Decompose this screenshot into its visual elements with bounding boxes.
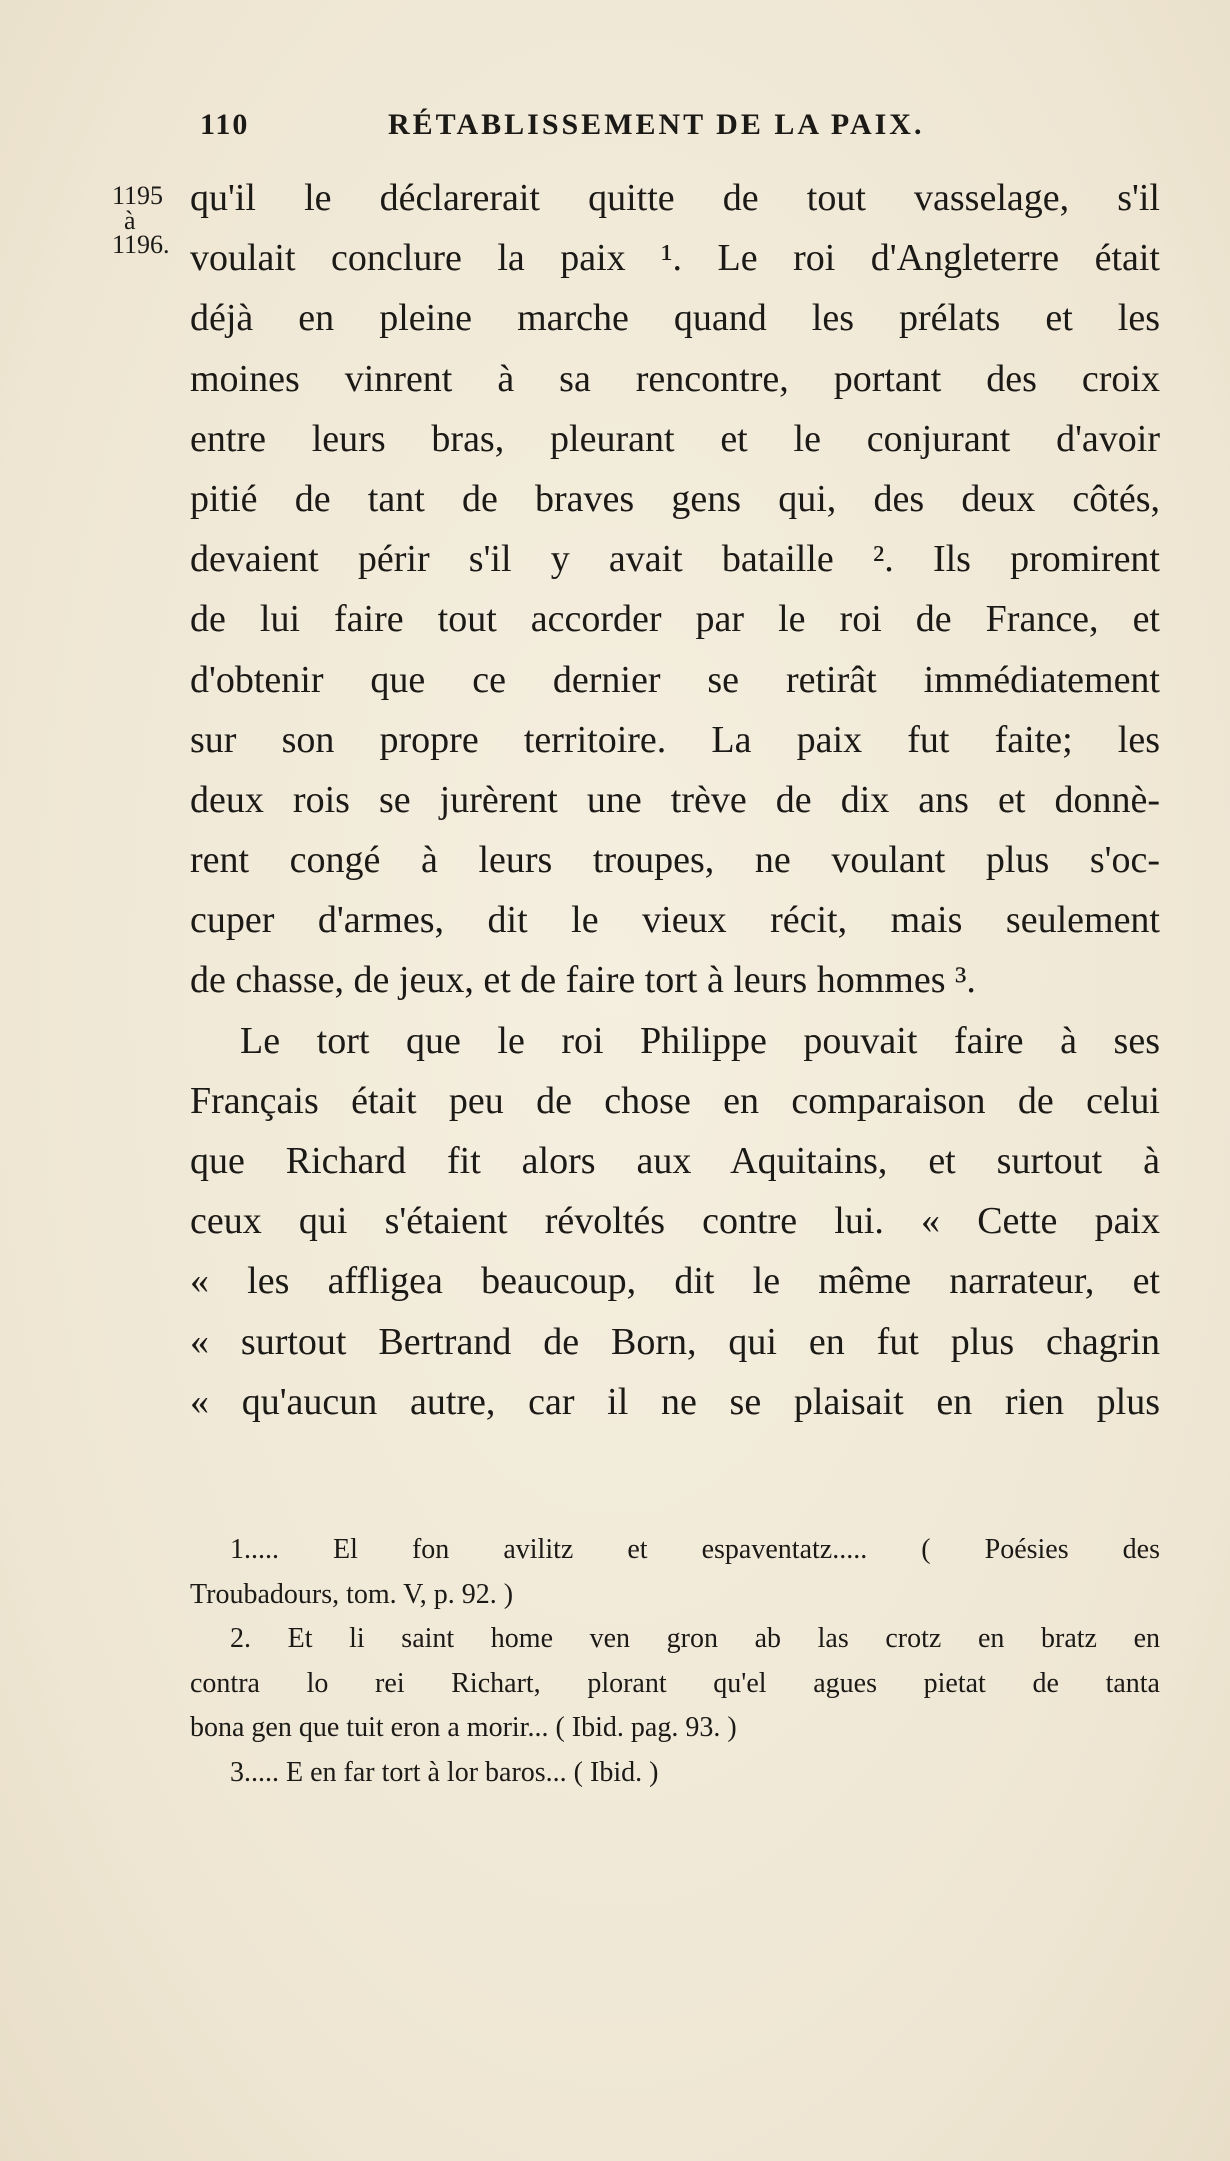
text-line: que Richard fit alors aux Aquitains, et surtout à: [190, 1140, 1160, 1182]
footnote-line: 1..... El fon avilitz et espaventatz..... ( Poésies des: [230, 1534, 1160, 1565]
text-line: entre leurs bras, pleurant et le conjurant d'avoir: [190, 417, 1160, 460]
running-title: RÉTABLISSEMENT DE LA PAIX.: [388, 108, 925, 141]
text-line: « qu'aucun autre, car il ne se plaisait en rien plus: [190, 1380, 1160, 1423]
text-line: pitié de tant de braves gens qui, des deux côtés,: [190, 477, 1160, 520]
footnote-line: 3..... E en far tort à lor baros... ( Ibid. ): [230, 1756, 659, 1788]
text-line: rent congé à leurs troupes, ne voulant plus s'oc-: [190, 839, 1160, 882]
footnote-line: Troubadours, tom. V, p. 92. ): [190, 1578, 514, 1610]
margin-year-end: 1196.: [112, 230, 170, 259]
text-line: Français était peu de chose en comparaison de celui: [190, 1079, 1160, 1122]
text-line: de lui faire tout accorder par le roi de France, et: [190, 598, 1160, 641]
footnote-line: bona gen que tuit eron a morir... ( Ibid. pag. 93. ): [190, 1712, 737, 1743]
margin-year-start: 1195: [112, 181, 164, 210]
text-line: « surtout Bertrand de Born, qui en fut plus chagrin: [190, 1320, 1160, 1363]
text-line: voulait conclure la paix ¹. Le roi d'Angleterre était: [190, 237, 1160, 280]
text-line: déjà en pleine marche quand les prélats et les: [190, 297, 1160, 340]
text-line: d'obtenir que ce dernier se retirât immédiatement: [190, 658, 1160, 701]
text-line: de chasse, de jeux, et de faire tort à leurs hommes ³.: [190, 959, 976, 1002]
text-line: qu'il le déclarerait quitte de tout vasselage, s'il: [190, 177, 1160, 219]
main-text: [190, 168, 1160, 1432]
text-line: devaient périr s'il y avait bataille ². Ils promirent: [190, 538, 1160, 581]
footnote-line: 2. Et li saint home ven gron ab las crotz en bratz en: [230, 1623, 1160, 1654]
text-line: deux rois se jurèrent une trève de dix ans et donnè-: [190, 778, 1160, 821]
running-header: [200, 108, 980, 148]
page-number: 110: [200, 108, 250, 141]
text-line: ceux qui s'étaient révoltés contre lui. « Cette paix: [190, 1200, 1160, 1243]
text-line: cuper d'armes, dit le vieux récit, mais seulement: [190, 899, 1160, 942]
text-line: moines vinrent à sa rencontre, portant des croix: [190, 357, 1160, 400]
text-line: sur son propre territoire. La paix fut faite; les: [190, 718, 1160, 761]
text-line: « les affligea beaucoup, dit le même narrateur, et: [190, 1260, 1160, 1303]
footnotes: [190, 1528, 1160, 1795]
margin-connector: à: [124, 206, 136, 235]
text-line: Le tort que le roi Philippe pouvait faire à ses: [240, 1019, 1160, 1062]
footnote-line: contra lo rei Richart, plorant qu'el agues pietat de tanta: [190, 1667, 1160, 1699]
